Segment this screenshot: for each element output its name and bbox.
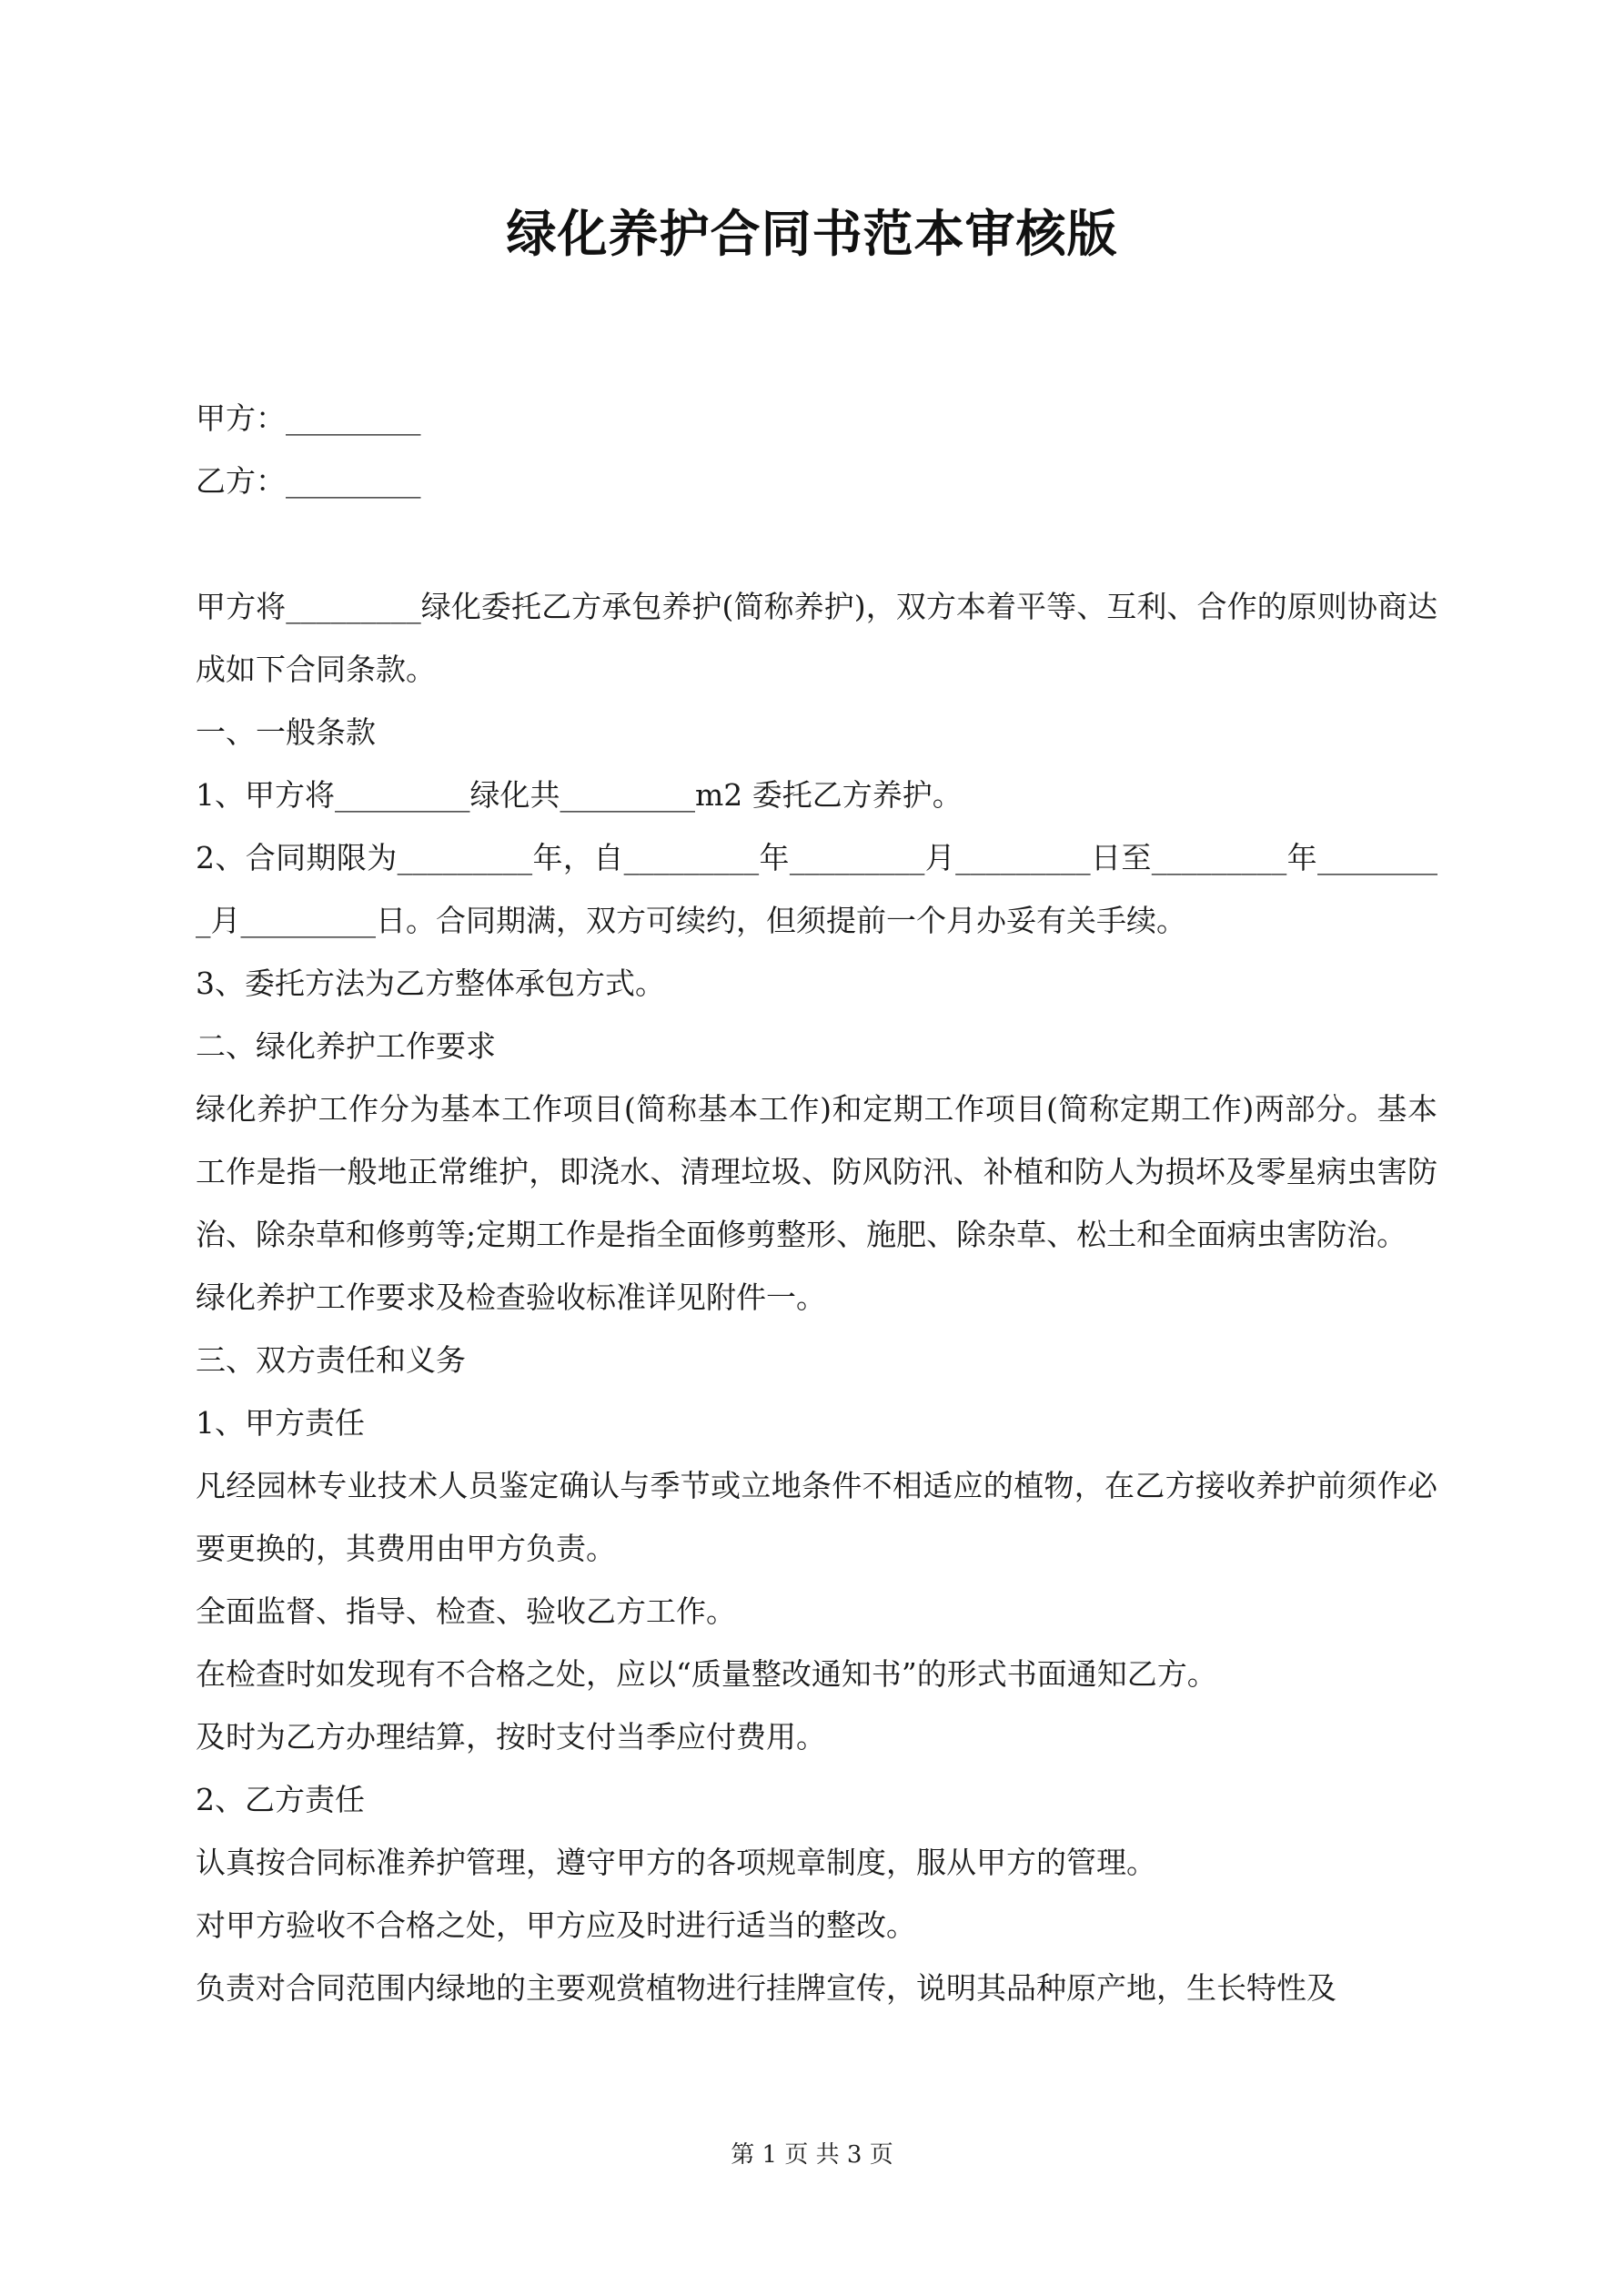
- section-heading-general: 一、一般条款: [196, 714, 376, 750]
- party-b-duties-heading: 2、乙方责任: [196, 1782, 365, 1817]
- party-b-line: 乙方：_________: [196, 463, 421, 499]
- party-a-line: 甲方：_________: [196, 400, 421, 436]
- section-heading-duties: 三、双方责任和义务: [196, 1342, 466, 1378]
- party-a-duty-1: 凡经园林专业技术人员鉴定确认与季节或立地条件不相适应的植物，在乙方接收养护前须作必要更换的，其费用由甲方负责。: [196, 1468, 1437, 1566]
- page-footer: 第 1 页 共 3 页: [731, 2141, 893, 2169]
- document-title: 绿化养护合同书范本审核版: [506, 204, 1118, 263]
- parties-block: [196, 387, 1433, 512]
- section-heading-requirements: 二、绿化养护工作要求: [196, 1028, 496, 1064]
- party-a-duty-2: 全面监督、指导、检查、验收乙方工作。: [196, 1593, 736, 1629]
- party-a-duty-4: 及时为乙方办理结算，按时支付当季应付费用。: [196, 1719, 826, 1755]
- clause-1: 1、甲方将_________绿化共_________m2 委托乙方养护。: [196, 777, 963, 813]
- intro-paragraph: 甲方将_________绿化委托乙方承包养护(简称养护)，双方本着平等、互利、合作的原则协商达成如下合同条款。: [196, 589, 1437, 687]
- clause-2: 2、合同期限为_________年，自_________年_________月_________日至_________年_________月_________日。合同期满，双方可续约，但须提前一个月办妥有关手续。: [196, 840, 1437, 938]
- party-a-duty-3: 在检查时如发现有不合格之处，应以“质量整改通知书”的形式书面通知乙方。: [196, 1656, 1217, 1692]
- party-a-duties-heading: 1、甲方责任: [196, 1405, 365, 1441]
- requirements-paragraph: 绿化养护工作分为基本工作项目(简称基本工作)和定期工作项目(简称定期工作)两部分。基本工作是指一般地正常维护，即浇水、清理垃圾、防风防汛、补植和防人为损坏及零星病虫害防治、除杂草和修剪等;定期工作是指全面修剪整形、施肥、除杂草、松土和全面病虫害防治。: [196, 1091, 1437, 1252]
- party-b-duty-1: 认真按合同标准养护管理，遵守甲方的各项规章制度，服从甲方的管理。: [196, 1845, 1156, 1880]
- party-b-duty-3: 负责对合同范围内绿地的主要观赏植物进行挂牌宣传，说明其品种原产地，生长特性及: [196, 1970, 1337, 2006]
- clause-3: 3、委托方法为乙方整体承包方式。: [196, 966, 665, 1001]
- requirements-note: 绿化养护工作要求及检查验收标准详见附件一。: [196, 1279, 826, 1315]
- party-b-duty-2: 对甲方验收不合格之处，甲方应及时进行适当的整改。: [196, 1907, 916, 1943]
- contract-body: [196, 575, 1437, 2019]
